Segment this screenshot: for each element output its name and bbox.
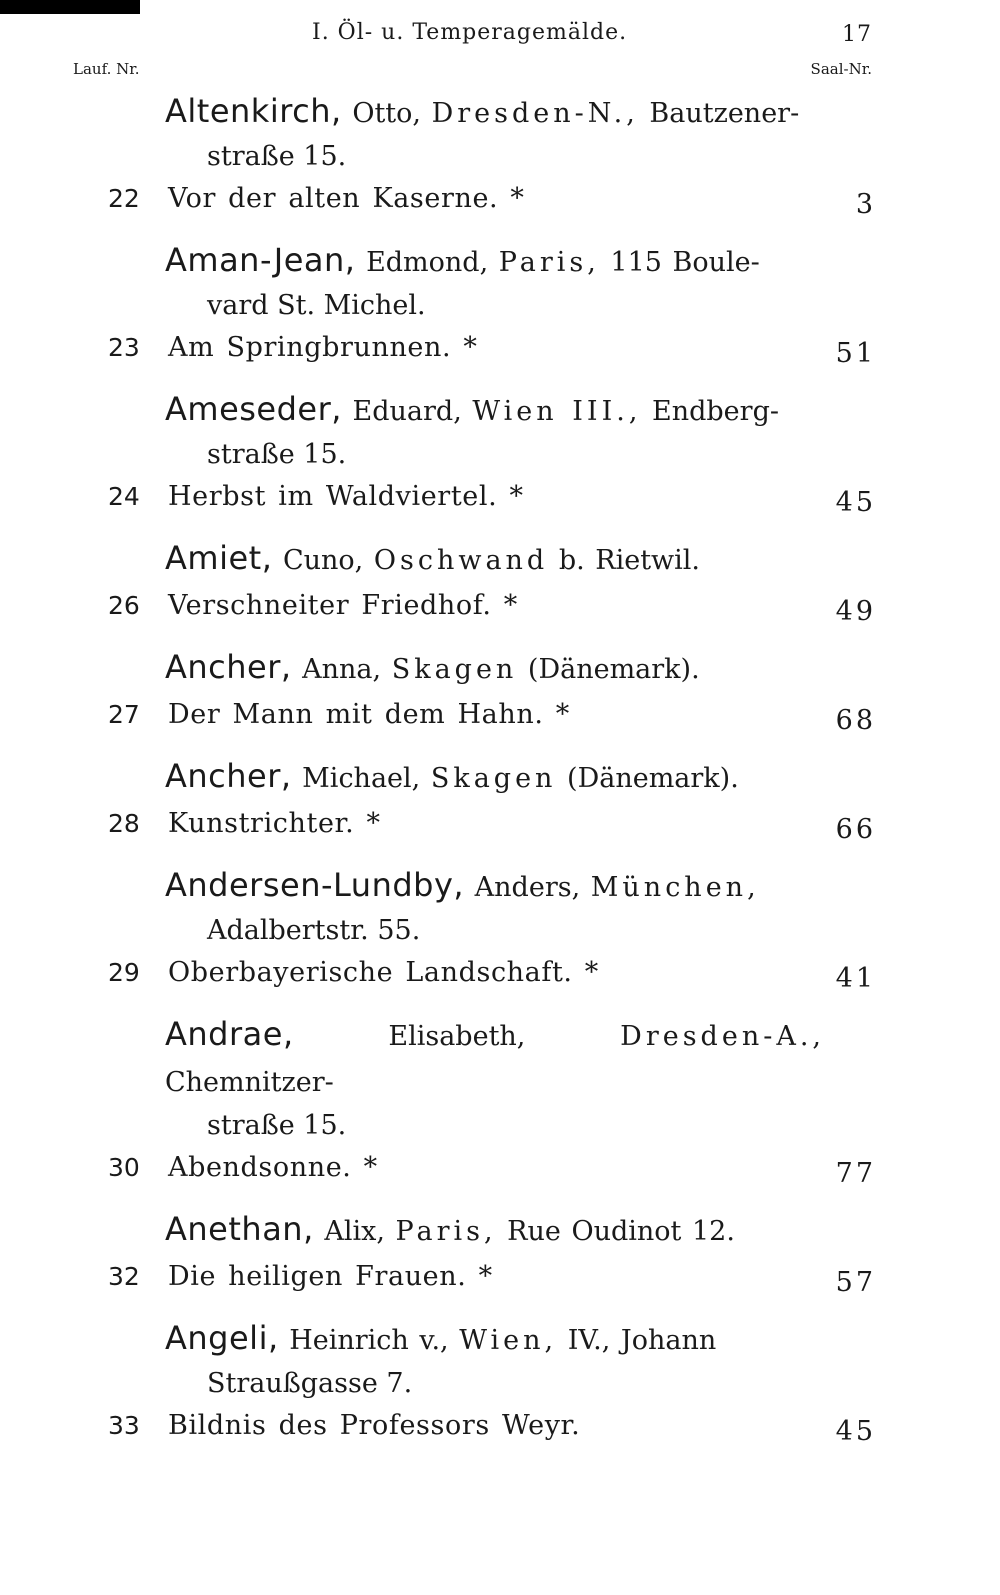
artist-line: [165, 644, 825, 693]
running-number: 33: [108, 1411, 140, 1440]
catalog-entry: [0, 88, 1000, 221]
catalog-entry: [0, 862, 1000, 995]
catalog-entry: [0, 386, 1000, 519]
work-row: [0, 326, 1000, 370]
work-row: [0, 1146, 1000, 1190]
running-number: 32: [108, 1262, 140, 1291]
running-head: [0, 20, 1000, 50]
room-number: 66: [835, 814, 876, 845]
work-title: Am Springbrunnen. *: [168, 332, 478, 363]
artist-first-name: Michael,: [302, 763, 421, 794]
artist-line: [165, 386, 825, 435]
running-number: 28: [108, 809, 140, 838]
work-title: Herbst im Waldviertel. *: [168, 481, 524, 512]
address-continuation: Straußgasse 7.: [207, 1368, 413, 1399]
work-row: [0, 475, 1000, 519]
room-number: 77: [835, 1158, 876, 1189]
artist-address: IV., Johann: [567, 1325, 717, 1356]
catalog-entry: [0, 535, 1000, 628]
artist-city: Skagen: [430, 763, 557, 794]
artist-first-name: Anna,: [302, 654, 382, 685]
work-row: [0, 802, 1000, 846]
artist-name: Ancher,: [165, 648, 292, 686]
work-title: Die heiligen Frauen. *: [168, 1261, 493, 1292]
running-number: 23: [108, 333, 140, 362]
artist-first-name: Otto,: [352, 98, 421, 129]
work-row: [0, 584, 1000, 628]
artist-first-name: Edmond,: [366, 247, 489, 278]
artist-name: Andersen-Lundby,: [165, 866, 465, 904]
address-continuation: straße 15.: [207, 141, 347, 172]
work-title: Der Mann mit dem Hahn. *: [168, 699, 570, 730]
running-number: 27: [108, 700, 140, 729]
artist-name: Amiet,: [165, 539, 273, 577]
room-number: 68: [835, 705, 876, 736]
work-title: Abendsonne. *: [168, 1152, 378, 1183]
artist-line: [165, 1315, 825, 1364]
artist-city: Dresden-N.,: [431, 98, 639, 129]
catalog-entry: [0, 644, 1000, 737]
room-number: 3: [855, 189, 876, 220]
artist-line: [165, 1011, 825, 1106]
column-header-room-number: Saal-Nr.: [810, 60, 872, 78]
address-continuation: Adalbertstr. 55.: [207, 915, 421, 946]
artist-first-name: Cuno,: [282, 545, 364, 576]
artist-line: [165, 535, 825, 584]
work-title: Kunstrichter. *: [168, 808, 381, 839]
catalog-entries: [0, 88, 1000, 1464]
work-title: Bildnis des Professors Weyr.: [168, 1410, 581, 1441]
artist-address: Bautzener-: [649, 98, 800, 129]
room-number: 45: [835, 1416, 876, 1447]
artist-city: Skagen: [391, 654, 518, 685]
room-number: 51: [835, 338, 876, 369]
work-row: [0, 951, 1000, 995]
work-row: [0, 1404, 1000, 1448]
running-number: 22: [108, 184, 140, 213]
artist-address: Endberg-: [652, 396, 779, 427]
catalog-entry: [0, 1206, 1000, 1299]
artist-line: [165, 753, 825, 802]
artist-name: Aman-Jean,: [165, 241, 356, 279]
artist-address: b. Rietwil.: [558, 545, 701, 576]
artist-line: [165, 88, 825, 137]
artist-first-name: Anders,: [474, 872, 581, 903]
artist-address: 115 Boule-: [610, 247, 760, 278]
address-continuation: vard St. Michel.: [207, 290, 426, 321]
running-number: 26: [108, 591, 140, 620]
scan-edge-mark: [0, 0, 140, 14]
work-title: Verschneiter Friedhof. *: [168, 590, 518, 621]
address-continuation: straße 15.: [207, 1110, 347, 1141]
artist-name: Angeli,: [165, 1319, 279, 1357]
artist-address: (Dänemark).: [527, 654, 700, 685]
room-number: 57: [835, 1267, 876, 1298]
artist-name: Andrae,: [165, 1015, 294, 1053]
artist-address: Rue Oudinot 12.: [507, 1216, 735, 1247]
catalog-entry: [0, 1011, 1000, 1190]
artist-city: Wien III.,: [472, 396, 642, 427]
room-number: 41: [835, 963, 876, 994]
artist-first-name: Alix,: [324, 1216, 385, 1247]
artist-first-name: Eduard,: [352, 396, 462, 427]
catalog-entry: [0, 1315, 1000, 1448]
artist-name: Anethan,: [165, 1210, 314, 1248]
catalog-entry: [0, 753, 1000, 846]
page-title: I. Öl- u. Temperagemälde.: [312, 20, 628, 45]
work-row: [0, 1255, 1000, 1299]
artist-city: Oschwand: [373, 545, 549, 576]
artist-city: München,: [590, 872, 760, 903]
artist-city: Dresden-A.,: [620, 1021, 825, 1052]
artist-address: Chemnitzer-: [165, 1067, 334, 1098]
artist-first-name: Elisabeth,: [388, 1021, 526, 1052]
work-row: [0, 177, 1000, 221]
running-number: 29: [108, 958, 140, 987]
work-row: [0, 693, 1000, 737]
artist-line: [165, 237, 825, 286]
work-title: Vor der alten Kaserne. *: [168, 183, 525, 214]
artist-city: Paris,: [395, 1216, 497, 1247]
artist-name: Ancher,: [165, 757, 292, 795]
running-number: 24: [108, 482, 140, 511]
artist-name: Altenkirch,: [165, 92, 342, 130]
running-number: 30: [108, 1153, 140, 1182]
page-number: 17: [842, 22, 872, 47]
artist-first-name: Heinrich v.,: [289, 1325, 449, 1356]
catalog-entry: [0, 237, 1000, 370]
work-title: Oberbayerische Landschaft. *: [168, 957, 599, 988]
column-headers: [0, 58, 1000, 82]
artist-line: [165, 862, 825, 911]
artist-city: Paris,: [498, 247, 600, 278]
artist-line: [165, 1206, 825, 1255]
room-number: 49: [835, 596, 876, 627]
artist-address: (Dänemark).: [567, 763, 739, 794]
artist-name: Ameseder,: [165, 390, 342, 428]
address-continuation: straße 15.: [207, 439, 347, 470]
room-number: 45: [835, 487, 876, 518]
column-header-running-number: Lauf. Nr.: [73, 60, 140, 78]
artist-city: Wien,: [459, 1325, 558, 1356]
